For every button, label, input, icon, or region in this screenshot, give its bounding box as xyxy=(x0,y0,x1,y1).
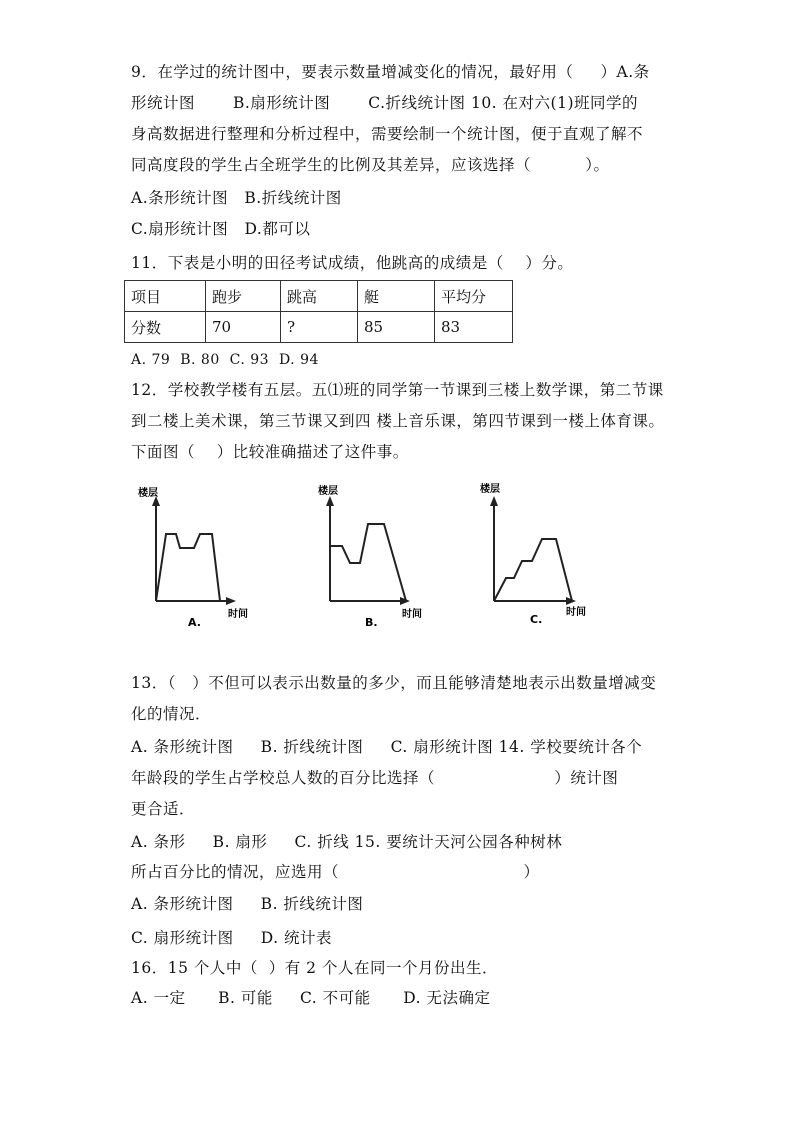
question-9-line-1: 9．在学过的统计图中，要表示数量增减变化的情况，最好用（ ）A.条 xyxy=(131,63,650,81)
graph-c xyxy=(466,476,616,631)
graph-a xyxy=(128,476,278,631)
question-15-line-2: 所占百分比的情况，应选用（ ） xyxy=(131,863,540,881)
x-axis-label: 时间 xyxy=(228,609,248,620)
score-table xyxy=(124,280,513,343)
question-14-line-3: 更合适． xyxy=(131,800,196,818)
question-15-options-1: A. 条形统计图 B. 折线统计图 xyxy=(131,895,364,913)
question-10-options-1: A.条形统计图 B.折线统计图 xyxy=(131,189,342,207)
question-13-line-2: 化的情况． xyxy=(131,705,212,723)
question-10-options-2: C.扇形统计图 D.都可以 xyxy=(131,220,311,238)
graph-label: A. xyxy=(188,616,201,629)
question-16-text: 16．15 个人中（ ）有 2 个人在同一个月份出生． xyxy=(131,959,498,977)
question-16-options: A. 一定 B. 可能 C. 不可能 D. 无法确定 xyxy=(131,989,491,1007)
question-13-options: A. 条形统计图 B. 折线统计图 C. 扇形统计图 14. 学校要统计各个 xyxy=(131,738,643,756)
x-axis-label: 时间 xyxy=(566,607,586,618)
y-axis-label: 楼层 xyxy=(480,484,500,495)
x-axis-label: 时间 xyxy=(402,609,422,620)
y-axis-label: 楼层 xyxy=(318,486,338,497)
table-cell: 艇 xyxy=(358,281,435,312)
question-15-options-2: C. 扇形统计图 D. 统计表 xyxy=(131,929,333,947)
table-cell: 跑步 xyxy=(206,281,281,312)
y-axis-label: 楼层 xyxy=(138,488,158,499)
question-12-line-3: 下面图（ ）比较准确描述了这件事。 xyxy=(131,443,409,461)
question-13-line-1: 13．（ ）不但可以表示出数量的多少，而且能够清楚地表示出数量增减变 xyxy=(131,674,657,692)
graph-label: C. xyxy=(530,613,543,626)
table-row xyxy=(125,281,513,312)
table-cell: 70 xyxy=(206,312,281,343)
question-11-text: 11．下表是小明的田径考试成绩，他跳高的成绩是（ ）分。 xyxy=(131,254,574,272)
table-cell: ? xyxy=(281,312,358,343)
question-12-line-1: 12．学校教学楼有五层。五⑴班的同学第一节课到三楼上数学课，第二节课 xyxy=(131,381,664,399)
question-11-options: A. 79 B. 80 C. 93 D. 94 xyxy=(131,352,319,368)
question-12-line-2: 到二楼上美术课，第三节课又到四 楼上音乐课，第四节课到一楼上体育课。 xyxy=(131,412,665,430)
table-cell: 跳高 xyxy=(281,281,358,312)
graph-b xyxy=(302,476,452,631)
question-14-options: A. 条形 B. 扇形 C. 折线 15. 要统计天河公园各种树林 xyxy=(131,833,563,851)
graph-label: B. xyxy=(365,616,378,629)
question-14-line-2: 年龄段的学生占学校总人数的百分比选择（ ）统计图 xyxy=(131,769,619,787)
question-10-line-2: 身高数据进行整理和分析过程中，需要绘制一个统计图，便于直观了解不 xyxy=(131,125,644,143)
table-cell: 项目 xyxy=(125,281,206,312)
question-9-line-2: 形统计图 B.扇形统计图 C.折线统计图 10. 在对六(1)班同学的 xyxy=(131,94,638,112)
table-cell: 平均分 xyxy=(435,281,513,312)
table-cell: 83 xyxy=(435,312,513,343)
question-10-line-3: 同高度段的学生占全班学生的比例及其差异，应该选择（ ）。 xyxy=(131,156,610,174)
table-row xyxy=(125,312,513,343)
table-cell: 分数 xyxy=(125,312,206,343)
table-cell: 85 xyxy=(358,312,435,343)
